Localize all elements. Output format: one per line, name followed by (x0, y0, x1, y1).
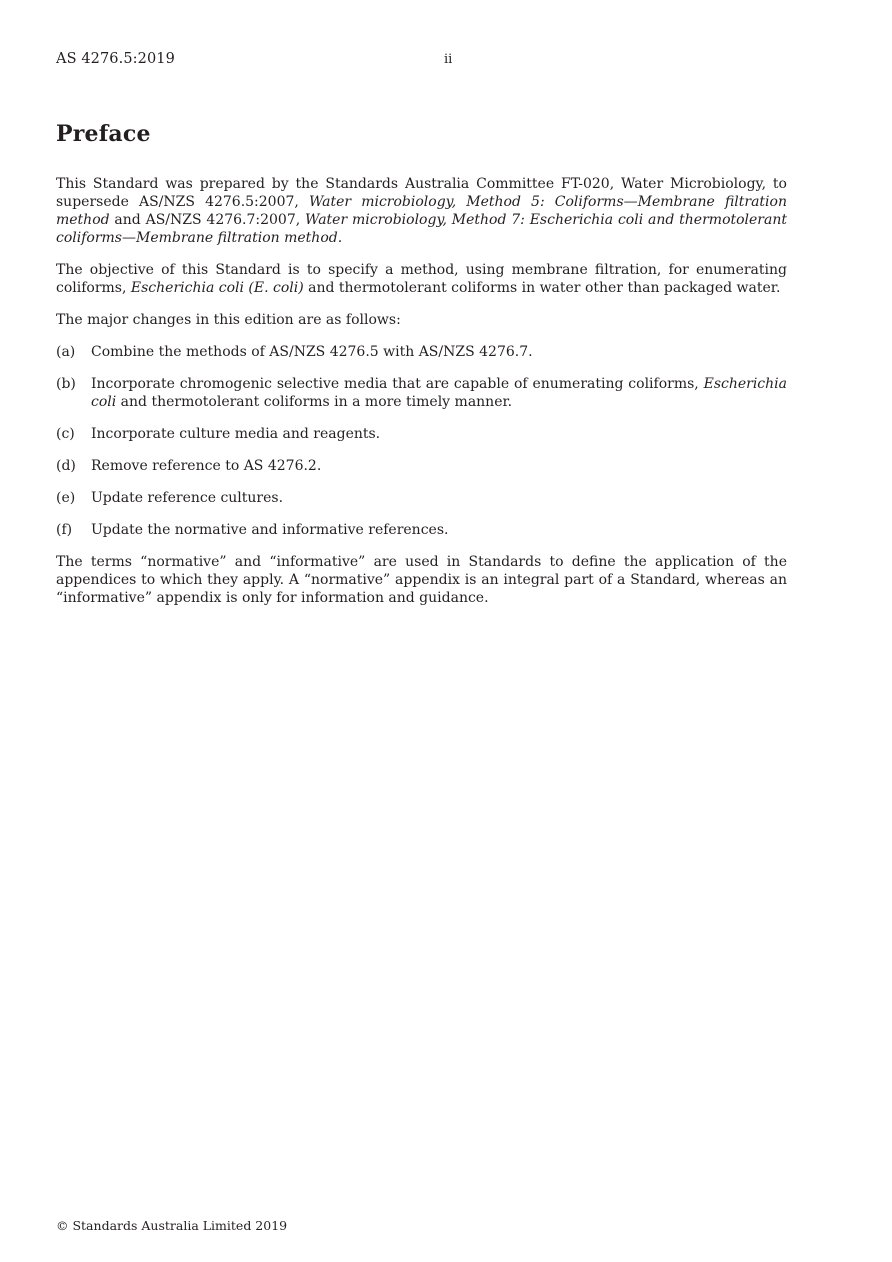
preface-paragraph-3: The major changes in this edition are as follows: (56, 312, 401, 328)
list-item-text: Update the normative and informative references. (91, 522, 449, 538)
list-item-text: Combine the methods of AS/NZS 4276.5 with AS/NZS 4276.7. (91, 344, 533, 360)
list-item (56, 425, 787, 443)
preface-paragraph-4: The terms “normative” and “informative” are used in Standards to define the application of the appendices to which they apply. A “normative” appendix is an integral part of a Standard, whereas an “informative” appendix is only for information and guidance. (56, 554, 787, 606)
superseded-title-method-5: Water microbiology, Method 5: Coliforms—Membrane filtration method (56, 194, 787, 228)
copyright-footer: © Standards Australia Limited 2019 (56, 1218, 288, 1233)
list-marker: (c) (56, 426, 75, 442)
preface-paragraph-2: The objective of this Standard is to specify a method, using membrane filtration, for enumerating coliforms, Escherichia coli (E. coli) and thermotolerant coliforms in water other than packaged water. (56, 262, 787, 296)
page-number: ii (444, 52, 453, 67)
list-item-text: Incorporate chromogenic selective media that are capable of enumerating coliforms, Escherichia coli and thermotolerant coliforms in a more timely manner. (91, 376, 787, 410)
page-title: Preface (56, 121, 151, 147)
list-marker: (a) (56, 344, 76, 360)
organism-name: Escherichia coli (91, 376, 787, 410)
list-item (56, 375, 787, 411)
list-item (56, 343, 787, 361)
list-marker: (d) (56, 458, 76, 474)
list-item-text: Update reference cultures. (91, 490, 284, 506)
preface-paragraph-1: This Standard was prepared by the Standards Australia Committee FT-020, Water Microbiology, to supersede AS/NZS 4276.5:2007, Water microbiology, Method 5: Coliforms—Membrane filtration method and AS/NZS 4276.7:2007, Water microbiology, Method 7: Escherichia coli and thermotolerant coliforms—Membrane filtration method. (56, 176, 787, 246)
list-item (56, 521, 787, 539)
organism-name: Escherichia coli (E. coli) (130, 280, 304, 296)
superseded-title-method-7: Water microbiology, Method 7: Escherichia coli and thermotolerant coliforms—Membrane filtration method. (56, 212, 787, 246)
list-marker: (b) (56, 376, 76, 392)
list-item (56, 489, 787, 507)
list-item-text: Remove reference to AS 4276.2. (91, 458, 322, 474)
list-item (56, 457, 787, 475)
list-marker: (f) (56, 522, 73, 538)
document-id: AS 4276.5:2019 (56, 51, 175, 67)
preface-body (56, 175, 787, 621)
list-marker: (e) (56, 490, 76, 506)
list-item-text: Incorporate culture media and reagents. (91, 426, 381, 442)
